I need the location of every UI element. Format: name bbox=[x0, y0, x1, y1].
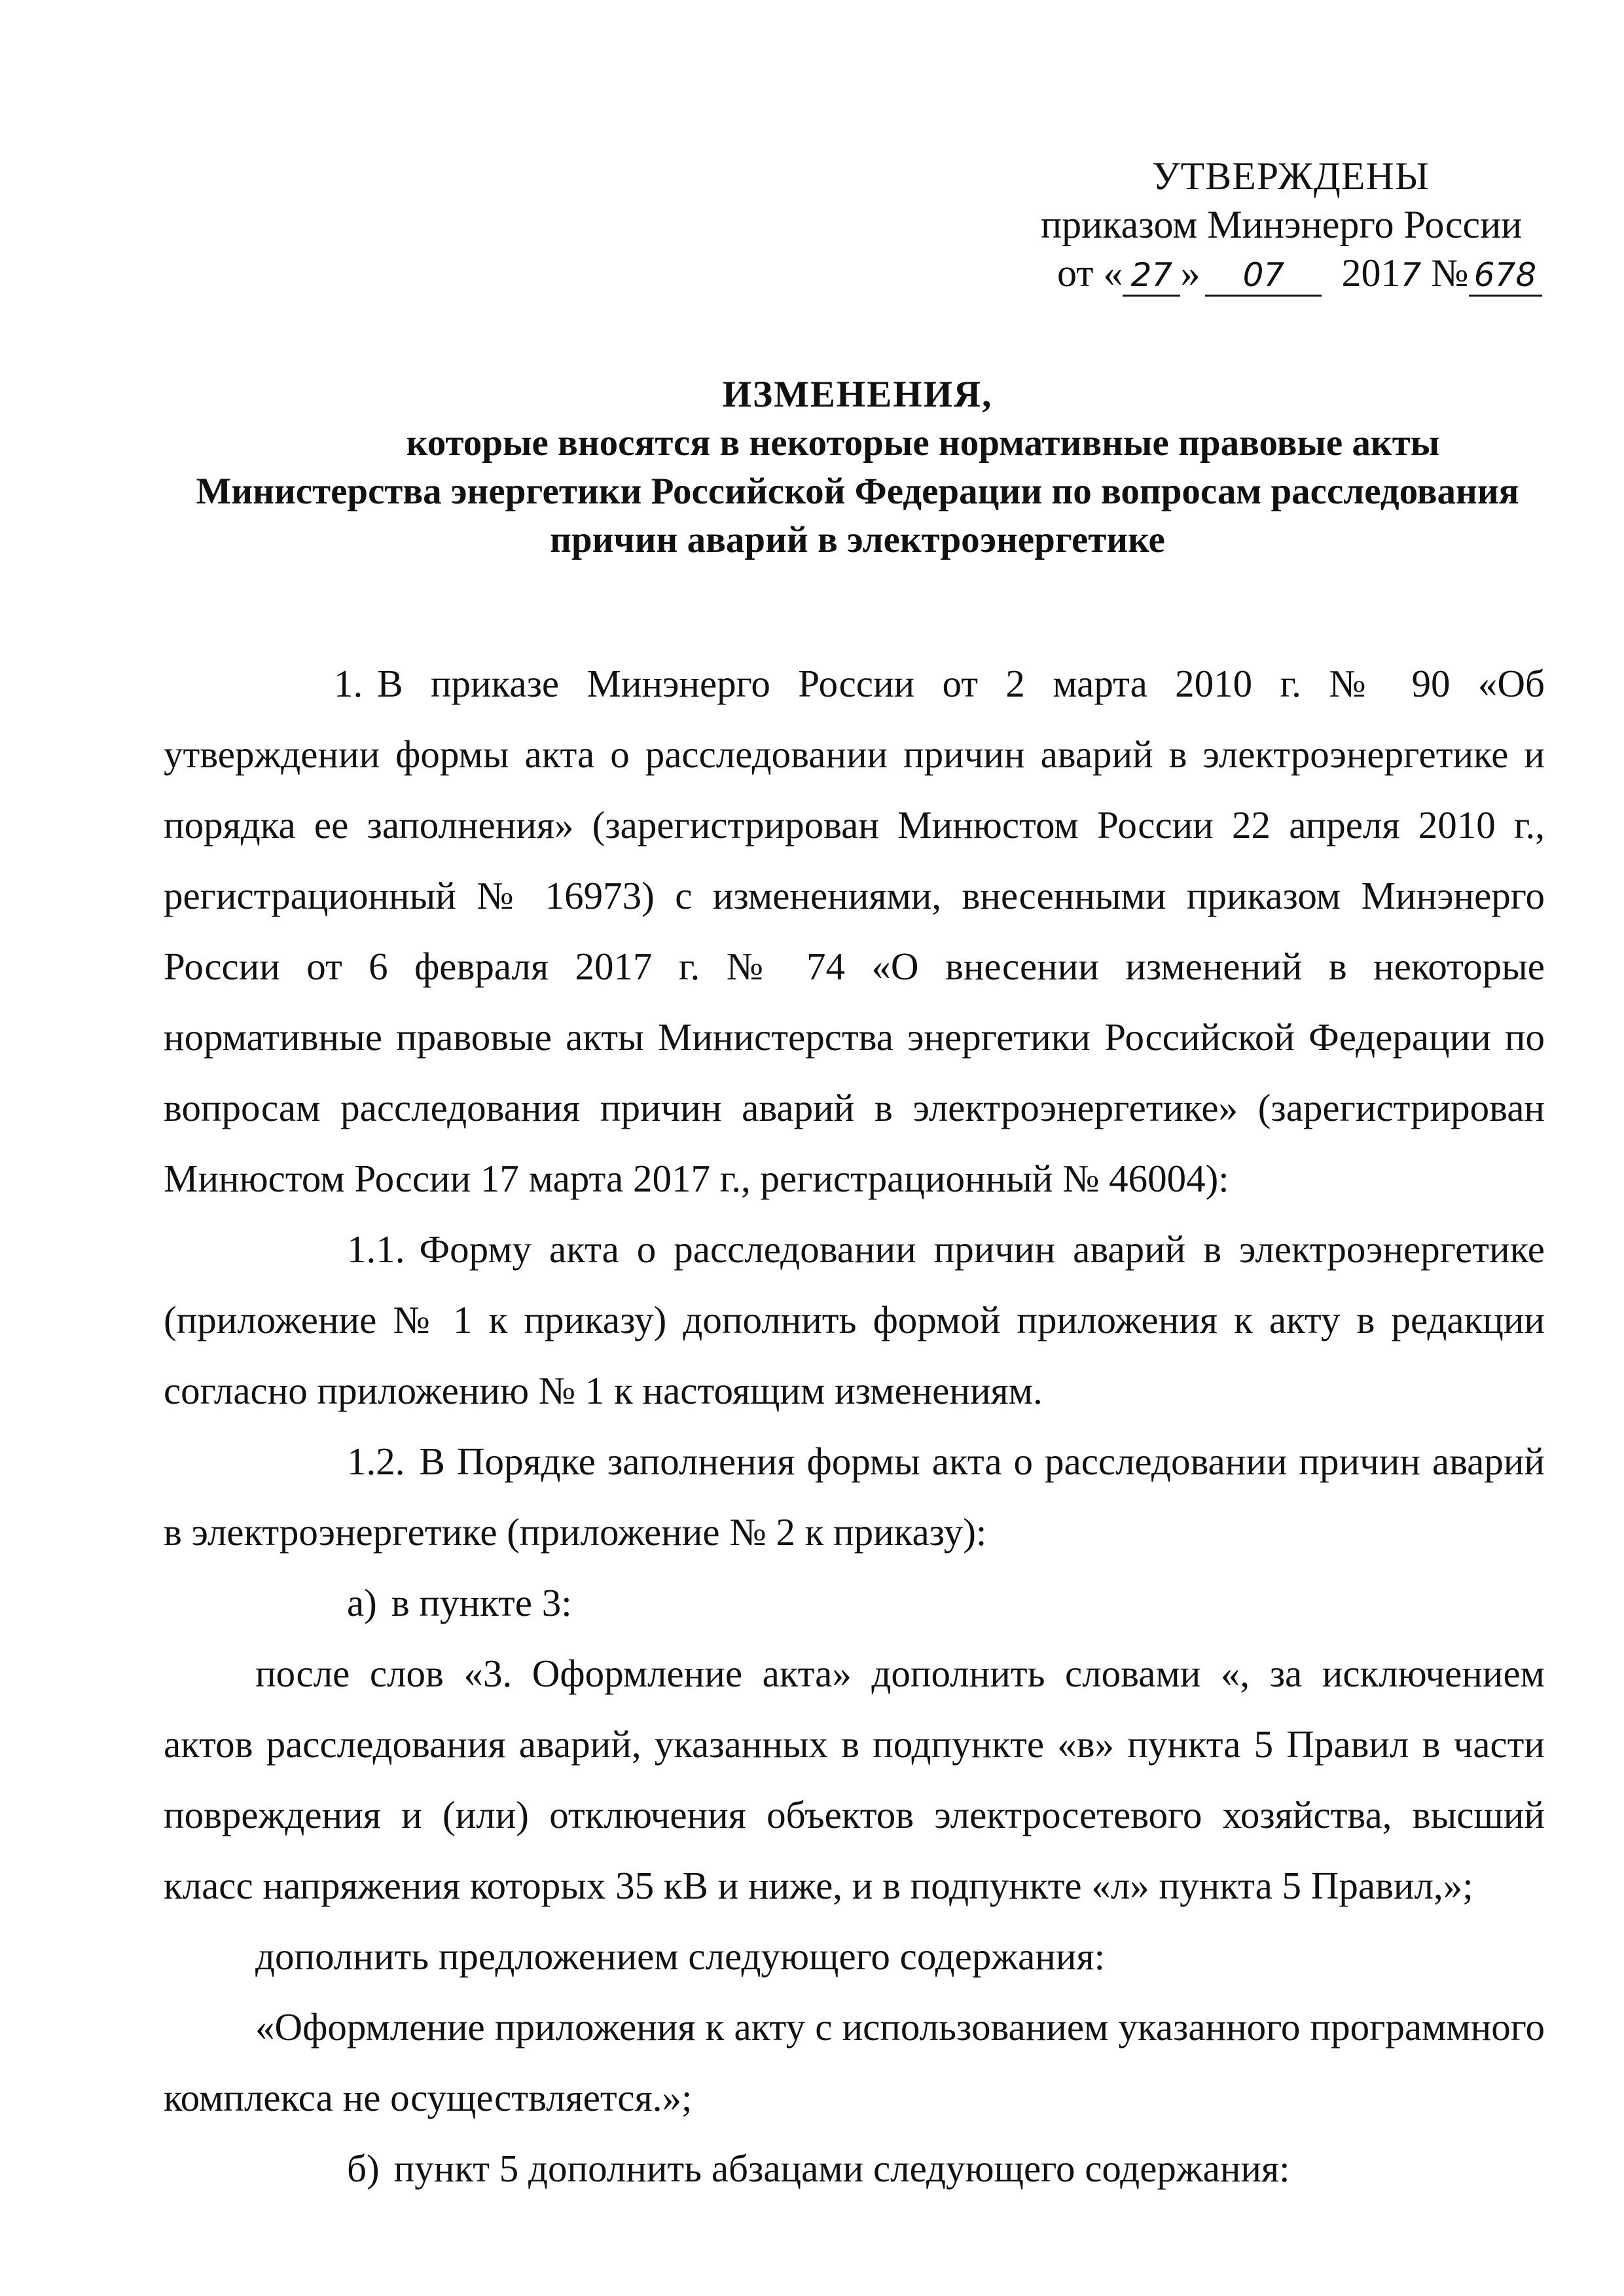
year-prefix: 201 bbox=[1341, 251, 1401, 295]
handwritten-day: 27 bbox=[1123, 255, 1180, 297]
paragraph-text: в пункте 3: bbox=[391, 1581, 572, 1624]
paragraph-quoted-sentence bbox=[164, 1992, 1545, 2133]
paragraph-1-2 bbox=[164, 1426, 1545, 1567]
title-line-1: которые вносятся в некоторые нормативные правовые акты bbox=[406, 422, 1440, 464]
approval-date-line bbox=[1041, 249, 1537, 299]
handwritten-year-digit: 7 bbox=[1400, 256, 1422, 294]
handwritten-order-number: 678 bbox=[1469, 255, 1542, 297]
date-prefix: от « bbox=[1057, 251, 1123, 295]
paragraph-text: В приказе Минэнерго России от 2 марта 2010 г. № 90 «Об утверждении формы акта о расследовании причин аварий в электроэнергетике и порядка ее заполнения» (зарегистрирован Минюстом России 22 апреля 2010 г., регистрационный № 16973) с изменениями, внесенными приказом Минэнерго России от 6 февраля 2017 г. № 74 «О внесении изменений в некоторые нормативные правовые акты Министерства энергетики Российской Федерации по вопросам расследования причин аварий в электроэнергетике» (зарегистрирован Минюстом России 17 марта 2017 г., регистрационный № 46004): bbox=[164, 662, 1545, 1200]
paragraph-number: 1. bbox=[334, 662, 363, 705]
paragraph-1-1 bbox=[164, 1214, 1545, 1426]
paragraph-number: 1.2. bbox=[347, 1440, 405, 1483]
paragraph-text: В Порядке заполнения формы акта о расследовании причин аварий в электроэнергетике (приложение № 2 к приказу): bbox=[164, 1440, 1545, 1554]
paragraph-supplement-sentence bbox=[164, 1921, 1545, 1992]
paragraph-number: 1.1. bbox=[347, 1228, 405, 1271]
title-line-3: причин аварий в электроэнергетике bbox=[550, 519, 1165, 560]
paragraph-text: Форму акта о расследовании причин аварий в электроэнергетике (приложение № 1 к приказу) дополнить формой приложения к акту в редакции согласно приложению № 1 к настоящим изменениям. bbox=[164, 1228, 1545, 1412]
paragraph-1 bbox=[164, 648, 1545, 1214]
document-title-block bbox=[164, 371, 1551, 564]
paragraph-number: а) bbox=[347, 1581, 377, 1624]
paragraph-text: «Оформление приложения к акту с использованием указанного программного комплекса не осуществляется.»; bbox=[164, 2005, 1545, 2119]
approval-authority: приказом Минэнерго России bbox=[1041, 203, 1523, 246]
date-mid: » bbox=[1180, 251, 1200, 295]
approval-block bbox=[1041, 152, 1537, 299]
title-line-2: Министерства энергетики Российской Федерации по вопросам расследования bbox=[196, 471, 1519, 512]
handwritten-month: 07 bbox=[1205, 255, 1322, 297]
subparagraph-a bbox=[164, 1567, 1545, 1638]
subparagraph-b bbox=[164, 2133, 1545, 2204]
paragraph-after-words bbox=[164, 1638, 1545, 1921]
paragraph-number: б) bbox=[347, 2147, 380, 2190]
paragraph-text: пункт 5 дополнить абзацами следующего содержания: bbox=[393, 2147, 1290, 2190]
document-body bbox=[164, 648, 1545, 2204]
paragraph-text: после слов «3. Оформление акта» дополнить словами «, за исключением актов расследования аварий, указанных в подпункте «в» пункта 5 Правил в части повреждения и (или) отключения объектов электросетевого хозяйства, высший класс напряжения которых 35 кВ и ниже, и в подпункте «л» пункта 5 Правил,»; bbox=[164, 1652, 1545, 1907]
number-sign: № bbox=[1431, 251, 1469, 295]
document-title: ИЗМЕНЕНИЯ, bbox=[722, 374, 993, 415]
approval-title: УТВЕРЖДЕНЫ bbox=[1152, 155, 1430, 198]
paragraph-text: дополнить предложением следующего содержания: bbox=[255, 1935, 1105, 1978]
